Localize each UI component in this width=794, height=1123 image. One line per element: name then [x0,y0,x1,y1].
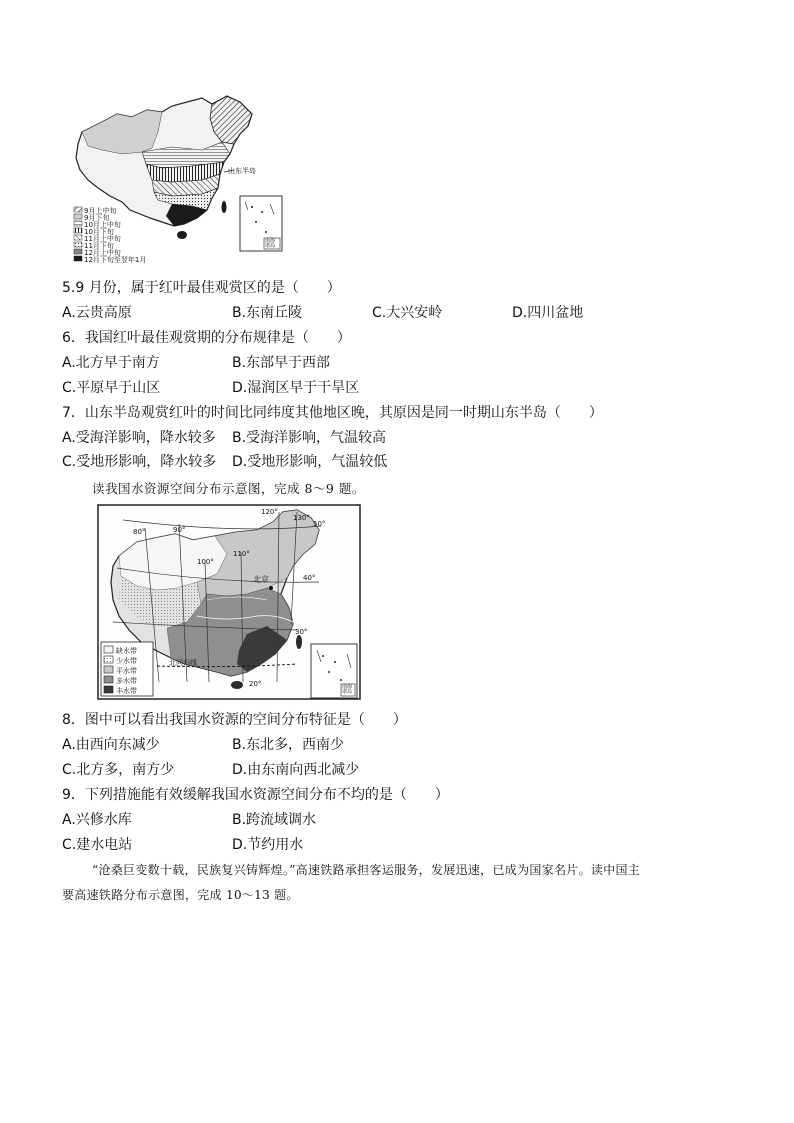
question-7-stem: 7．山东半岛观赏红叶的时间比同纬度其他地区晚，其原因是同一时期山东半岛（ ） [62,405,603,421]
lat-label: 20° [249,680,262,688]
q5-option-b: B.东南丘陵 [232,305,303,321]
lat-label: 30° [295,628,308,636]
red-leaf-map [62,92,302,267]
nanhai-label: 南海诸岛 [265,238,276,249]
q8-option-c: C.北方多，南方少 [62,762,175,778]
legend-item: 多水带 [116,677,137,685]
legend-item: 12月上中旬 [84,249,121,257]
legend-item: 少水带 [116,657,137,665]
q7-option-c: C.受地形影响，降水较多 [62,454,217,470]
legend-item: 11月下旬 [84,242,114,250]
q7-option-d: D.受地形影响，气温较低 [232,454,388,470]
legend-item: 10月上中旬 [84,221,121,229]
question-5-stem: 5.9 月份，属于红叶最佳观赏区的是（ ） [62,280,341,296]
legend-item: 9月下旬 [84,214,110,222]
q6-option-d: D.湿润区早于干旱区 [232,380,360,396]
intro-10-13-line2: 要高速铁路分布示意图，完成 10～13 题。 [62,888,299,902]
legend-item: 9月上中旬 [84,207,117,215]
lat-label: 40° [303,574,316,582]
q9-option-c: C.建水电站 [62,837,133,853]
legend-item: 丰水带 [116,687,137,695]
question-6-stem: 6．我国红叶最佳观赏期的分布规律是（ ） [62,330,351,346]
intro-8-9: 读我国水资源空间分布示意图，完成 8～9 题。 [92,481,365,496]
tropic-label: 北回归线 [169,659,197,667]
q5-option-a: A.云贵高原 [62,305,132,321]
lon-label: 90° [173,526,186,534]
q8-option-d: D.由东南向西北减少 [232,762,360,778]
q6-option-c: C.平原早于山区 [62,380,161,396]
lon-label: 120° [261,508,278,516]
legend-item: 10月下旬 [84,228,114,236]
beijing-label: 北京 [253,575,269,584]
legend-item: 11月上中旬 [84,235,121,243]
legend-item: 12月下旬至翌年1月 [84,256,147,264]
q7-option-a: A.受海洋影响，降水较多 [62,430,216,446]
q9-option-b: B.跨流域调水 [232,812,317,828]
lon-label: 100° [197,558,214,566]
q5-option-c: C.大兴安岭 [372,305,443,321]
q6-option-a: A.北方早于南方 [62,355,160,371]
nanhai-label: 南海诸岛 [342,684,353,695]
q9-option-a: A.兴修水库 [62,812,132,828]
legend-item: 平水带 [116,667,137,675]
water-resources-map [97,504,361,700]
lon-label: 110° [233,550,250,558]
question-8-stem: 8．图中可以看出我国水资源的空间分布特征是（ ） [62,712,407,728]
lat-label: 50° [313,520,326,528]
question-9-stem: 9．下列措施能有效缓解我国水资源空间分布不均的是（ ） [62,787,449,803]
legend-item: 缺水带 [116,647,137,655]
q6-option-b: B.东部早于西部 [232,355,331,371]
q5-option-d: D.四川盆地 [512,305,584,321]
q8-option-a: A.由西向东减少 [62,737,160,753]
lon-label: 80° [133,528,146,536]
intro-10-13-line1: “沧桑巨变数十载，民族复兴铸辉煌。”高速铁路承担客运服务，发展迅速，已成为国家名片。读中国主 [92,863,641,877]
q8-option-b: B.东北多，西南少 [232,737,345,753]
lon-label: 130° [293,514,310,522]
q7-option-b: B.受海洋影响，气温较高 [232,430,387,446]
q9-option-d: D.节约用水 [232,837,304,853]
shandong-label: 山东半岛 [228,167,256,175]
